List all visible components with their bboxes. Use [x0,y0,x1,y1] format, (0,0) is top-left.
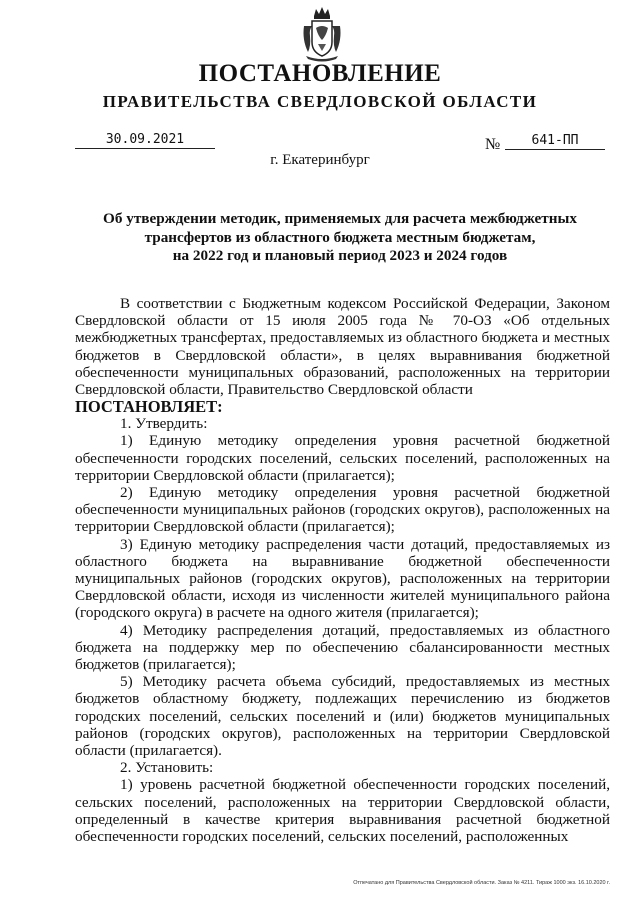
decree-word: ПОСТАНОВЛЯЕТ: [75,397,223,417]
heading-line: на 2022 год и плановый период 2023 и 2024 годов [172,247,508,264]
document-body [75,295,610,845]
list-item-paragraph: 1) Единую методику определения уровня расчетной бюджетной обеспеченности городских поселений, сельских поселений, расположенных на территории Свердловской области (прилагается); [75,432,610,484]
heading-line: Об утверждении методик, применяемых для расчета межбюджетных [103,210,577,227]
number-label: № [485,136,501,153]
document-city: г. Екатеринбург [270,152,370,168]
coat-of-arms-icon [300,6,344,62]
preamble-paragraph: В соответствии с Бюджетным кодексом Российской Федерации, Законом Свердловской области от 15 июля 2005 года № 70-ОЗ «Об отдельных межбюджетных трансфертах, предоставляемых из областного бюджета и местных бюджетов в Свердловской области», в целях выравнивания бюджетной обеспеченности муниципальных образований, расположенных на территории Свердловской области, Правительство Свердловской области [75,295,610,399]
document-date: 30.09.2021 [75,132,215,149]
document-number: 641-ПП [505,133,605,150]
list-item-paragraph: 3) Единую методику распределения части дотаций, предоставляемых из областного бюджета на выравнивание бюджетной обеспеченности муниципальных районов (городских округов), расположенных на территории Свердловской области, исходя из численности жителей муниципального района (городского округа) в расчете на одного жителя (прилагается); [75,535,610,622]
list-item-paragraph: 4) Методику распределения дотаций, предоставляемых из областного бюджета на поддержку мер по обеспечению сбалансированности местных бюджетов (прилагается); [75,621,610,674]
list-item-paragraph: 1) уровень расчетной бюджетной обеспеченности городских поселений, сельских поселений, расположенных на территории Свердловской области, определенный в качестве критерия выравнивания расчетной бюджетной обеспеченности городских поселений, сельских поселений, расположенных [75,776,610,846]
list-item-paragraph: 5) Методику расчета объема субсидий, предоставляемых из местных бюджетов областному бюджету, подлежащих перечислению из бюджетов городских поселений, сельских поселений и (или) бюджетов муниципальных районов (городских округов), расположенных на территории Свердловской области (прилагается). [75,673,610,760]
heading-line: трансфертов из областного бюджета местным бюджетам, [144,228,536,246]
section-paragraph: 2. Установить: [120,759,214,777]
issuing-authority: ПРАВИТЕЛЬСТВА СВЕРДЛОВСКОЙ ОБЛАСТИ [102,92,538,111]
document-heading [70,210,610,266]
section-paragraph: 1. Утвердить: [120,415,208,433]
print-footer-note: Отпечатано для Правительства Свердловской области. Заказ № 4211. Тираж 1000 экз. 16.10.2020 г. [353,880,610,886]
list-item-paragraph: 2) Единую методику определения уровня расчетной бюджетной обеспеченности муниципальных районов (городских округов), расположенных на территории Свердловской области (прилагается); [75,484,610,536]
document-type-title: ПОСТАНОВЛЕНИЕ [198,60,442,87]
